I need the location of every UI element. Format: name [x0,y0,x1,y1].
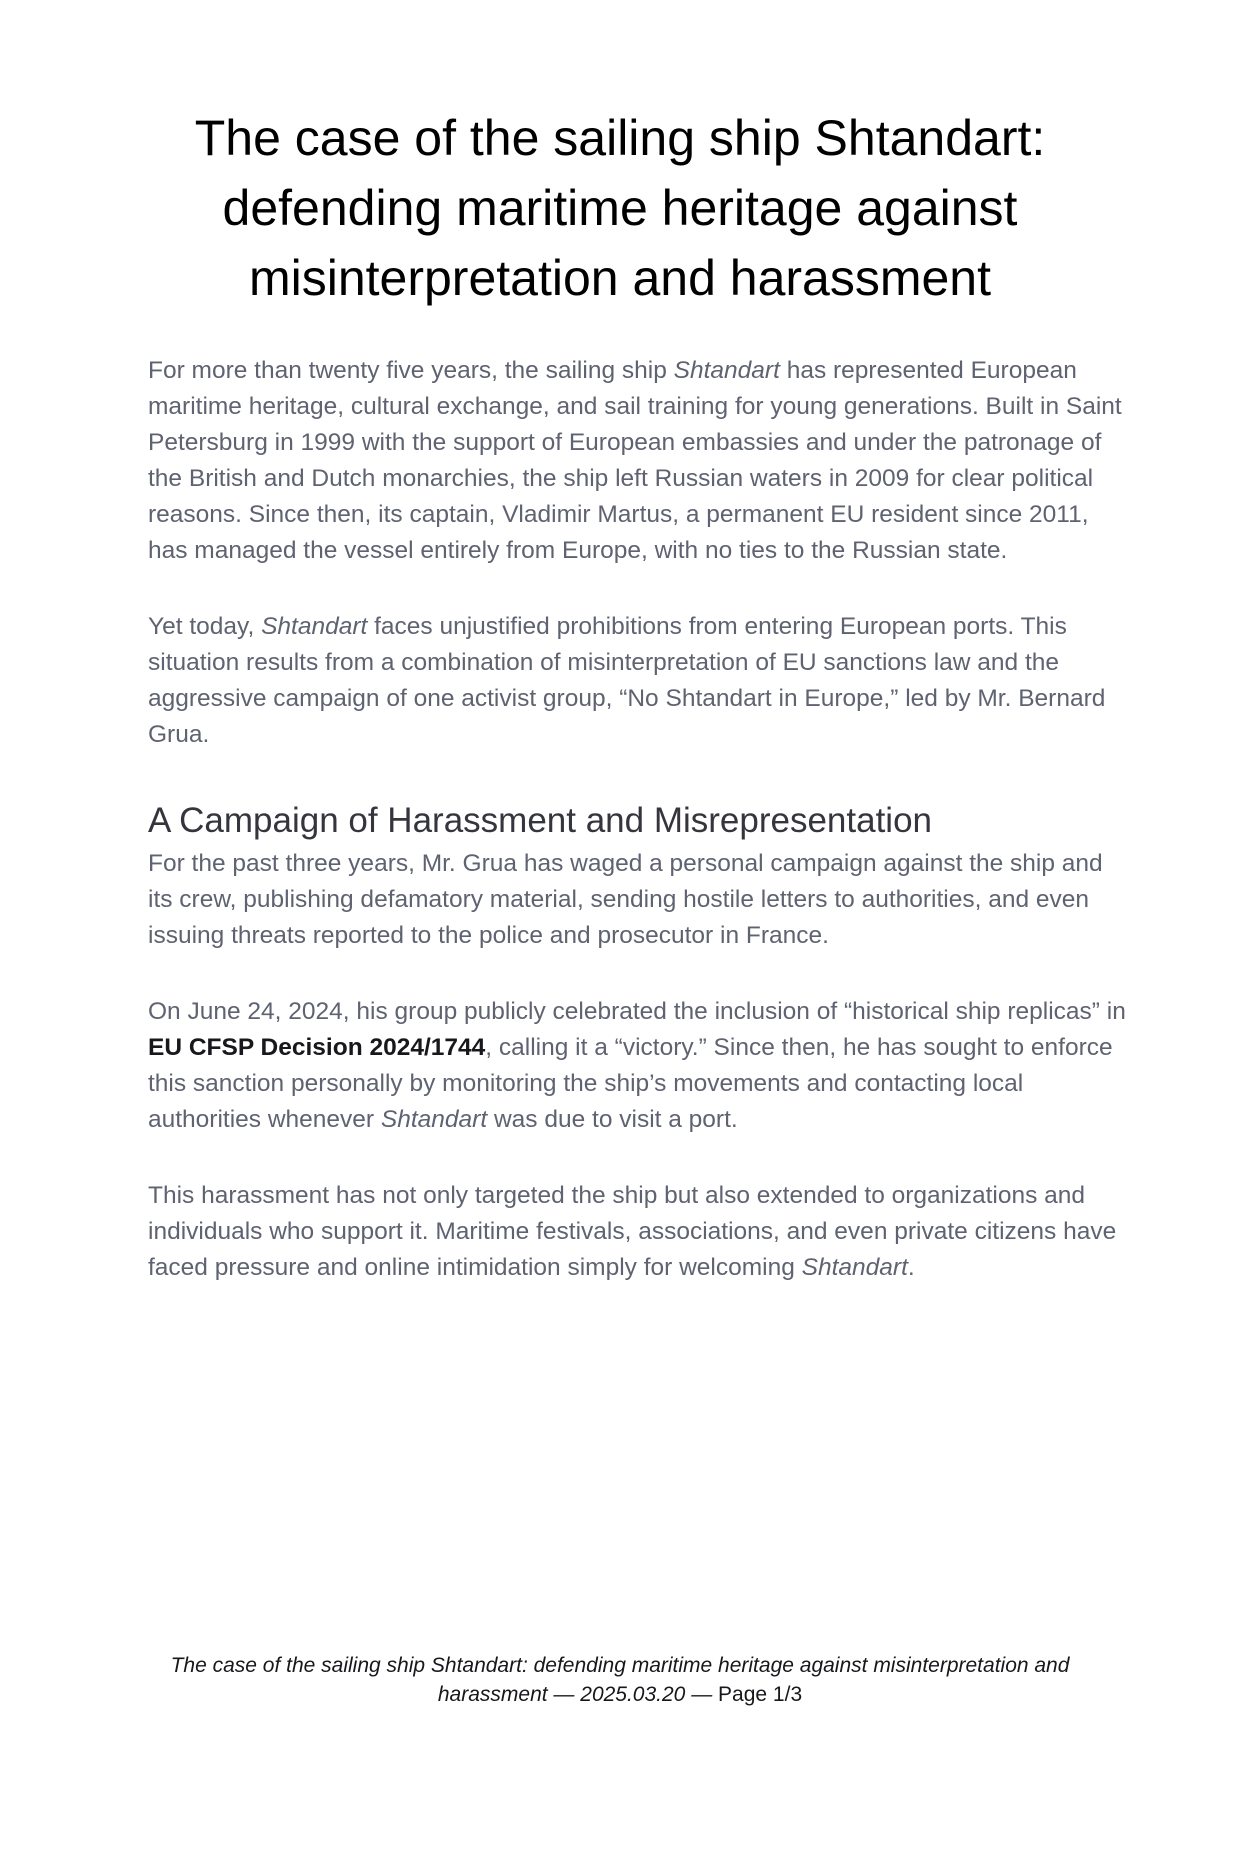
text-run: faces unjustified prohibitions from entering European ports. This situation results from a combination of misinterpretation of EU sanctions law and the aggressive campaign of one activist group, “No Shtandart in Europe,” led by Mr. Bernard Grua. [148,613,1106,748]
document-title [70,103,1170,313]
italic-text: Shtandart [380,1106,488,1133]
paragraph-intro [148,353,1128,569]
title-line-3: misinterpretation and harassment [248,250,992,306]
italic-text: Shtandart [673,357,780,384]
paragraph-extended-harassment [148,1178,1128,1286]
upright-text: Page 1/3 [718,1683,803,1706]
bold-text: EU CFSP Decision 2024/1744 [148,1034,486,1061]
italic-text: Shtandart [261,613,368,640]
footer-line-1: The case of the sailing ship Shtandart: defending maritime heritage against misinterpretation and [170,1654,1070,1677]
text-run: Yet today, [148,613,262,640]
paragraph-sanction [148,994,1128,1138]
text-run: . [907,1254,915,1281]
text-run: , calling it a “victory.” Since then, he has sought to enforce this sanction personally by monitoring the ship’s movements and contacting local authorities whenever [148,1034,1113,1133]
text-run: has represented European maritime heritage, cultural exchange, and sail training for young generations. Built in Saint Petersburg in 1999 with the support of European embassies and under the patronage of the British and Dutch monarchies, the ship left Russian waters in 2009 for clear political reasons. Since then, its captain, Vladimir Martus, a permanent EU resident since 2011, has managed the vessel entirely from Europe, with no ties to the Russian state. [148,357,1122,564]
footer-line-2 [0,1680,1240,1709]
title-line-2: defending maritime heritage against [222,180,1018,236]
text-run: For more than twenty five years, the sailing ship [148,357,674,384]
document-page [0,103,1240,1857]
italic-text: Shtandart [801,1254,908,1281]
page-footer [0,1651,1240,1709]
title-line-1: The case of the sailing ship Shtandart: [194,110,1046,166]
paragraph-campaign [148,846,1128,954]
section-heading: A Campaign of Harassment and Misrepresentation [148,801,933,840]
text-run: For the past three years, Mr. Grua has waged a personal campaign against the ship and its crew, publishing defamatory material, sending hostile letters to authorities, and even issuing threats reported to the police and prosecutor in France. [148,850,1103,949]
text-run: was due to visit a port. [487,1106,738,1133]
text-run: This harassment has not only targeted the ship but also extended to organizations and individuals who support it. Maritime festivals, associations, and even private citizens have faced pressure and online intimidation simply for welcoming [148,1182,1117,1281]
text-run: On June 24, 2024, his group publicly celebrated the inclusion of “historical ship replicas” in [148,998,1126,1025]
paragraph-situation [148,609,1128,753]
italic-text: harassment — 2025.03.20 — [437,1683,719,1706]
document-body [148,353,1128,1286]
